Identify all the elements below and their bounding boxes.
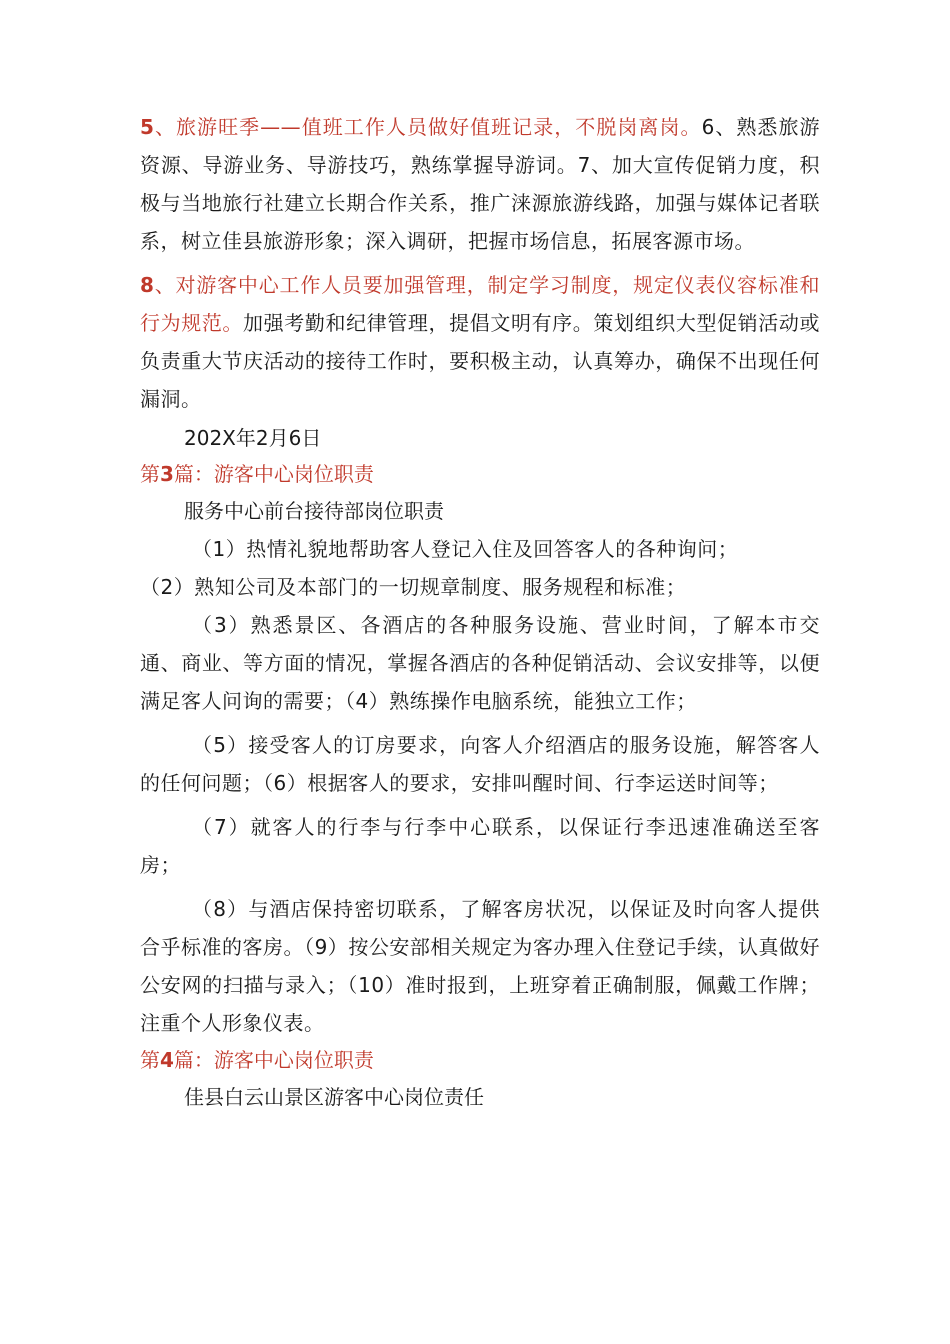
item-number: 5 <box>140 115 155 139</box>
section-3-subtitle: 服务中心前台接待部岗位职责 <box>184 499 444 523</box>
body-text: 6、熟悉旅游资源、导游业务、导游技巧，熟练掌握导游词。7、加大宣传促销力度，积极与当地旅行社建立长期合作关系，推广涞源旅游线路，加强与媒体记者联系，树立佳县旅游形象；深入调研，把握市场信息，拓展客源市场。 <box>140 115 821 253</box>
section-4-subtitle: 佳县白云山景区游客中心岗位责任 <box>184 1085 484 1109</box>
section-4-heading: 第4篇：游客中心岗位职责 <box>140 1048 374 1072</box>
duty-item: （2）熟知公司及本部门的一切规章制度、服务规程和标准； <box>140 575 687 599</box>
duty-item: （8）与酒店保持密切联系，了解客房状况，以保证及时向客人提供合乎标准的客房。（9）按公安部相关规定为客办理入住登记手续，认真做好公安网的扫描与录入；（10）准时报到，上班穿着正确制服，佩戴工作牌；注重个人形象仪表。 <box>140 897 820 1035</box>
duty-item: （3）熟悉景区、各酒店的各种服务设施、营业时间，了解本市交通、商业、等方面的情况，掌握各酒店的各种促销活动、会议安排等，以便满足客人问询的需要；（4）熟练操作电脑系统，能独立工作； <box>140 613 820 713</box>
section-3-heading: 第3篇：游客中心岗位职责 <box>140 462 374 486</box>
highlight-text: 、对游客中心工作人员要加强管理，制定学习制度，规定仪表仪容标准和行为规范。 <box>140 273 820 335</box>
paragraph-item-5-7 <box>140 108 820 260</box>
body-text: 加强考勤和纪律管理，提倡文明有序。策划组织大型促销活动或负责重大节庆活动的接待工作时，要积极主动，认真筹办，确保不出现任何漏洞。 <box>140 311 820 411</box>
duty-item: （5）接受客人的订房要求，向客人介绍酒店的服务设施，解答客人的任何问题；（6）根据客人的要求，安排叫醒时间、行李运送时间等； <box>140 733 820 795</box>
red-highlight <box>140 115 702 139</box>
highlight-text: 、旅游旺季——值班工作人员做好值班记录，不脱岗离岗。 <box>154 115 702 139</box>
paragraph-item-8 <box>140 266 820 418</box>
document-page <box>140 108 820 1116</box>
duty-item: （1）热情礼貌地帮助客人登记入住及回答客人的各种询问； <box>192 537 739 561</box>
item-number: 8 <box>140 273 155 297</box>
document-date: 202X年2月6日 <box>184 426 322 450</box>
duty-item: （7）就客人的行李与行李中心联系，以保证行李迅速准确送至客房； <box>140 815 820 877</box>
